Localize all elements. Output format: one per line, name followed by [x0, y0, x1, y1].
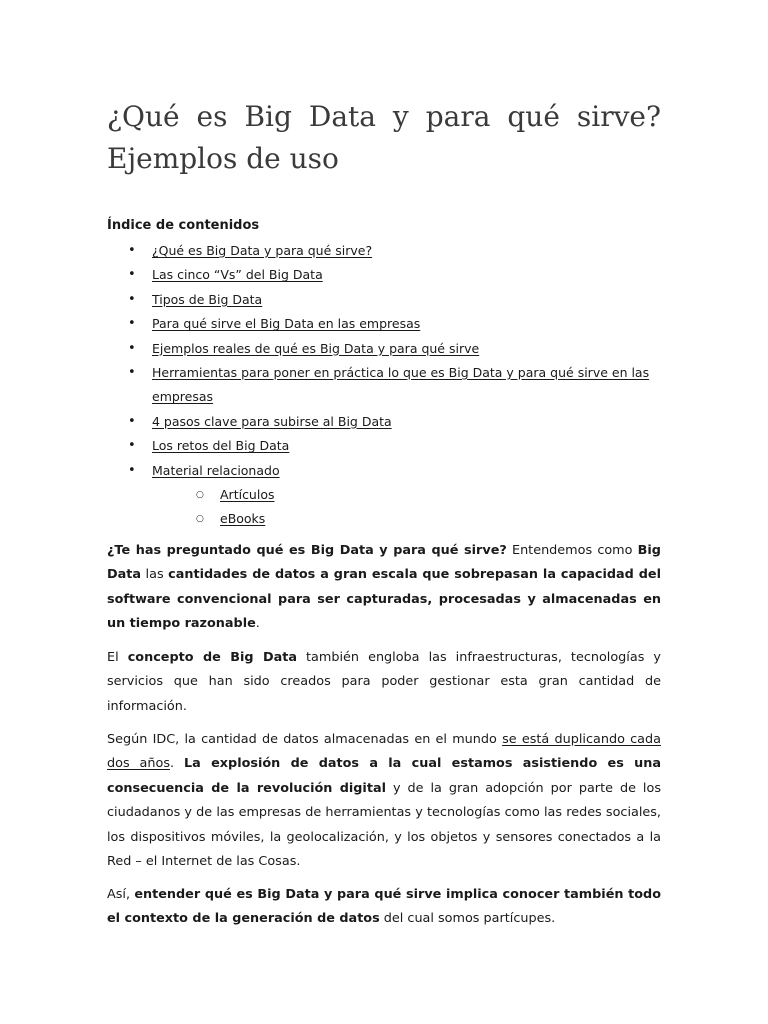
- body-text: también engloba las infraestructuras, tecnologías y servicios que han sido creados para poder gestionar esta gran cantidad de información.: [107, 650, 661, 714]
- toc-link-articulos[interactable]: Artículos: [220, 487, 275, 503]
- toc-link-cinco-vs[interactable]: Las cinco “Vs” del Big Data: [152, 267, 323, 283]
- idc-link[interactable]: se está duplicando cada dos años: [107, 732, 661, 772]
- concept-paragraph: [107, 646, 661, 719]
- toc-link-ejemplos[interactable]: Ejemplos reales de qué es Big Data y para qué sirve: [152, 340, 480, 356]
- body-text: Así,: [107, 887, 135, 902]
- toc-link-material[interactable]: Material relacionado: [152, 462, 280, 478]
- bold-text: entender qué es Big Data y para qué sirve implica conocer también todo el contexto de la generación de datos: [107, 887, 661, 927]
- toc-item: [107, 434, 663, 458]
- toc-item: [107, 288, 663, 312]
- toc-item: [107, 410, 663, 434]
- body-text: Entendemos como: [506, 543, 638, 558]
- context-paragraph: [107, 883, 661, 932]
- toc-item: [107, 263, 663, 287]
- toc-link-retos[interactable]: Los retos del Big Data: [152, 438, 290, 454]
- toc-item: [107, 337, 663, 361]
- intro-paragraph: [107, 539, 661, 637]
- bold-text: La explosión de datos a la cual estamos asistiendo es una consecuencia de la revolución digital: [107, 756, 662, 796]
- page-title: ¿Qué es Big Data y para qué sirve? Ejemplos de uso: [107, 100, 661, 175]
- bold-text: concepto de Big Data: [127, 650, 297, 665]
- toc-link-ebooks[interactable]: eBooks: [220, 511, 266, 527]
- toc-subitem: [107, 483, 663, 507]
- body-text: .: [255, 616, 260, 632]
- bold-text: cantidades de datos a gran escala que sobrepasan la capacidad del software convencional para ser capturadas, procesadas y almacenadas en un tiempo razonable: [107, 567, 661, 632]
- toc-item: [107, 239, 663, 263]
- toc-link-pasos[interactable]: 4 pasos clave para subirse al Big Data: [152, 413, 392, 429]
- body-text: Según IDC, la cantidad de datos almacenadas en el mundo: [107, 732, 503, 747]
- toc-item: [107, 459, 663, 483]
- toc-subitem: [107, 507, 663, 531]
- table-of-contents: [107, 239, 663, 532]
- toc-link-empresas[interactable]: Para qué sirve el Big Data en las empresas: [152, 316, 421, 332]
- idc-paragraph: [107, 728, 661, 874]
- body-text: del cual somos partícupes.: [379, 911, 556, 927]
- body-text: .: [170, 756, 184, 772]
- bold-text: ¿Te has preguntado qué es Big Data y para qué sirve?: [107, 543, 507, 558]
- bold-text: Big Data: [107, 543, 661, 583]
- body-text: las: [141, 567, 169, 583]
- body-text: y de la gran adopción por parte de los ciudadanos y de las empresas de herramientas y tecnologías como las redes sociales, los dispositivos móviles, la geolocalización, y los objetos y sensores conectados a la Red – el Internet de las Cosas.: [107, 780, 661, 870]
- body-text: El: [107, 650, 128, 665]
- toc-link-tipos[interactable]: Tipos de Big Data: [152, 291, 263, 307]
- toc-heading: Índice de contenidos: [107, 218, 260, 233]
- toc-item: [107, 361, 663, 410]
- toc-link-que-es-big-data[interactable]: ¿Qué es Big Data y para qué sirve?: [152, 243, 373, 258]
- toc-link-herramientas[interactable]: Herramientas para poner en práctica lo que es Big Data y para qué sirve en las empresas: [152, 365, 650, 405]
- toc-item: [107, 312, 663, 336]
